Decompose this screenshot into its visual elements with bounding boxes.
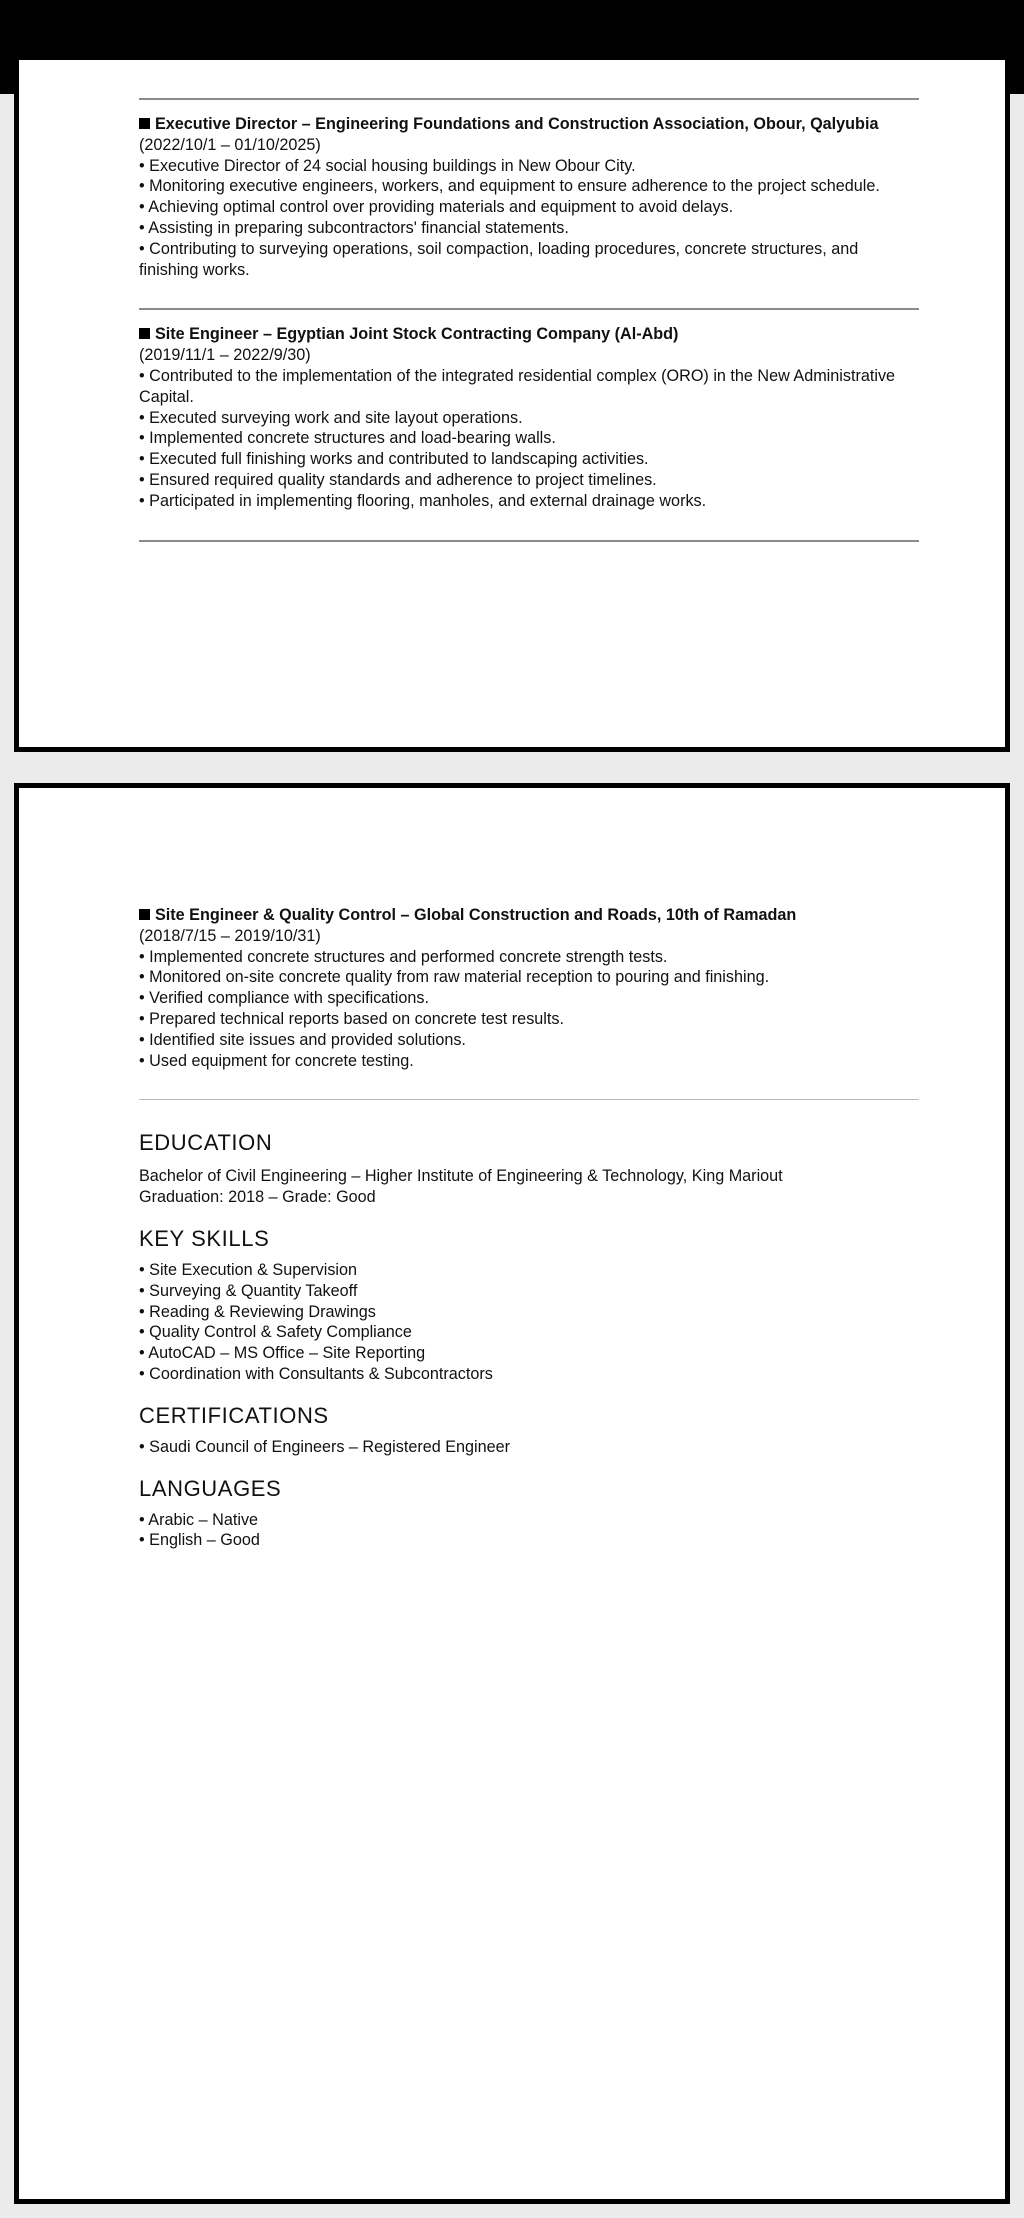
- job-title: [139, 114, 919, 135]
- languages-section: [139, 1476, 919, 1552]
- skill-item: • Reading & Reviewing Drawings: [139, 1302, 376, 1321]
- job-bullet: • Executive Director of 24 social housing buildings in New Obour City.: [139, 156, 636, 175]
- page2-content: [139, 905, 919, 1551]
- section-heading: EDUCATION: [139, 1130, 273, 1156]
- skill-item: • Quality Control & Safety Compliance: [139, 1323, 412, 1342]
- job-bullet: • Executed surveying work and site layout operations.: [139, 408, 523, 427]
- job-title: [139, 324, 919, 345]
- job-bullet: • Ensured required quality standards and adherence to project timelines.: [139, 470, 657, 489]
- section-heading: CERTIFICATIONS: [139, 1402, 329, 1428]
- section-heading: LANGUAGES: [139, 1475, 282, 1501]
- job-bullet: • Monitored on-site concrete quality from raw material reception to pouring and finishing.: [139, 968, 770, 987]
- skills-section: [139, 1226, 919, 1385]
- certification-item: • Saudi Council of Engineers – Registered Engineer: [139, 1437, 511, 1456]
- job-bullet: • Contributed to the implementation of the integrated residential complex (ORO) in the New Administrative Capital.: [139, 366, 896, 406]
- language-item: • Arabic – Native: [139, 1510, 259, 1529]
- page1-content: [139, 98, 919, 542]
- job-bullet: • Implemented concrete structures and load-bearing walls.: [139, 429, 556, 448]
- job-bullet: • Contributing to surveying operations, soil compaction, loading procedures, concrete structures, and finishing works.: [139, 239, 859, 279]
- skill-item: • Surveying & Quantity Takeoff: [139, 1281, 358, 1300]
- job-entry: [139, 324, 919, 511]
- certifications-section: [139, 1403, 919, 1458]
- education-section: [139, 1130, 919, 1208]
- education-line: Graduation: 2018 – Grade: Good: [139, 1188, 376, 1207]
- job-title-text: Executive Director – Engineering Foundations and Construction Association, Obour, Qalyubia: [155, 115, 879, 133]
- job-bullet: • Achieving optimal control over providing materials and equipment to avoid delays.: [139, 198, 734, 217]
- language-item: • English – Good: [139, 1531, 260, 1550]
- resume-page-2: [14, 783, 1010, 2204]
- education-line: Bachelor of Civil Engineering – Higher Institute of Engineering & Technology, King Mariout: [139, 1167, 783, 1186]
- divider: [139, 1099, 919, 1100]
- skill-item: • Site Execution & Supervision: [139, 1260, 358, 1279]
- job-dates: (2018/7/15 – 2019/10/31): [139, 926, 321, 945]
- job-bullet: • Assisting in preparing subcontractors' financial statements.: [139, 218, 569, 237]
- section-heading: KEY SKILLS: [139, 1225, 270, 1251]
- job-bullet: • Participated in implementing flooring, manholes, and external drainage works.: [139, 491, 707, 510]
- divider: [139, 98, 919, 100]
- square-bullet-icon: [139, 118, 150, 129]
- job-bullet: • Implemented concrete structures and performed concrete strength tests.: [139, 947, 668, 966]
- skill-item: • AutoCAD – MS Office – Site Reporting: [139, 1344, 426, 1363]
- square-bullet-icon: [139, 328, 150, 339]
- job-bullet: • Verified compliance with specifications.: [139, 989, 429, 1008]
- job-bullet: • Monitoring executive engineers, workers, and equipment to ensure adherence to the project schedule.: [139, 177, 880, 196]
- job-title-text: Site Engineer – Egyptian Joint Stock Contracting Company (Al-Abd): [155, 325, 679, 344]
- job-entry: [139, 114, 919, 280]
- job-bullet: • Prepared technical reports based on concrete test results.: [139, 1009, 564, 1028]
- job-bullet: • Executed full finishing works and contributed to landscaping activities.: [139, 450, 649, 469]
- job-dates: (2019/11/1 – 2022/9/30): [139, 346, 311, 365]
- divider: [139, 540, 919, 542]
- job-title: [139, 905, 919, 926]
- job-bullet: • Used equipment for concrete testing.: [139, 1051, 414, 1070]
- job-entry: [139, 905, 919, 1071]
- divider: [139, 308, 919, 310]
- job-bullet: • Identified site issues and provided solutions.: [139, 1030, 466, 1049]
- resume-page-1: [14, 60, 1010, 752]
- skill-item: • Coordination with Consultants & Subcontractors: [139, 1364, 493, 1383]
- job-dates: (2022/10/1 – 01/10/2025): [139, 135, 321, 154]
- square-bullet-icon: [139, 909, 150, 920]
- job-title-text: Site Engineer & Quality Control – Global Construction and Roads, 10th of Ramadan: [155, 906, 797, 924]
